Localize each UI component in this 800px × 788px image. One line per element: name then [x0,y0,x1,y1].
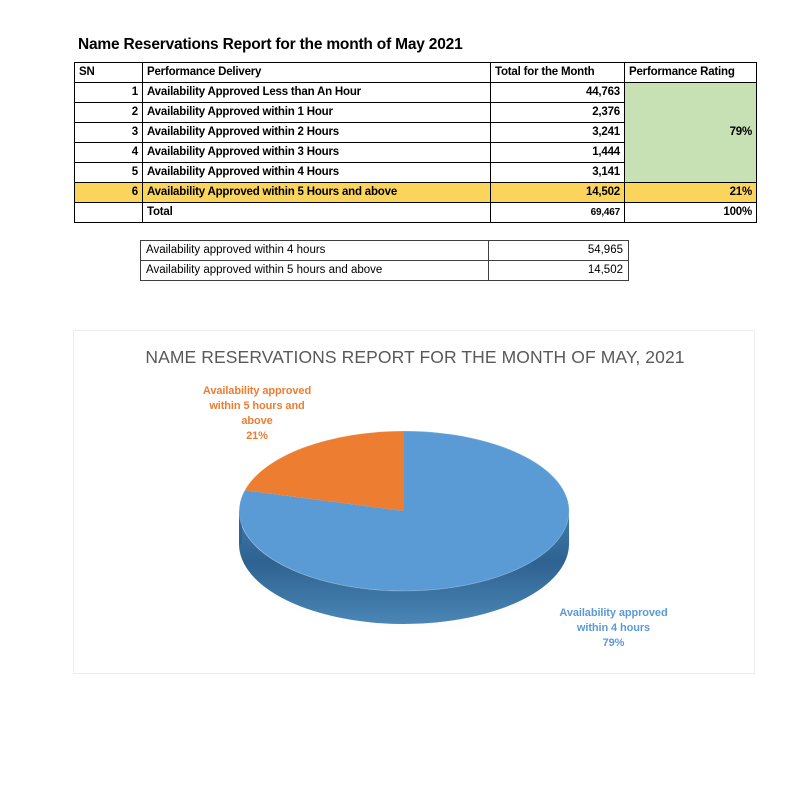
cell-sn: 6 [75,183,143,203]
cell-total: 2,376 [491,103,625,123]
cell-total: 1,444 [491,143,625,163]
cell-sn: 3 [75,123,143,143]
pie-label-blue-percent: 79% [602,637,625,649]
cell-rating: 100% [625,203,757,223]
cell-total: 44,763 [491,83,625,103]
cell-sn [75,203,143,223]
cell-total: 14,502 [491,183,625,203]
performance-report-table [74,62,757,223]
cell-total: 69,467 [491,203,625,223]
column-header-rating: Performance Rating [625,63,757,83]
summary-label: Availability approved within 4 hours [141,241,489,261]
cell-performance: Availability Approved within 4 Hours [143,163,491,183]
pie-chart-panel [73,330,755,674]
cell-sn: 1 [75,83,143,103]
pie-label-blue-line2: within 4 hours [576,622,651,634]
cell-total: 3,141 [491,163,625,183]
pie-label-blue-line1: Availability approved [559,607,668,619]
cell-sn: 4 [75,143,143,163]
cell-performance: Availability Approved within 2 Hours [143,123,491,143]
pie-label-orange-line2: within 5 hours and [209,400,305,412]
page-title: Name Reservations Report for the month of May 2021 [78,36,463,53]
summary-table [140,240,629,281]
table-header-row [75,63,757,83]
pie-label-orange-line3: above [241,415,273,427]
pie-label-orange [187,384,327,444]
summary-row [141,241,629,261]
cell-performance: Availability Approved Less than An Hour [143,83,491,103]
cell-performance: Availability Approved within 3 Hours [143,143,491,163]
column-header-performance: Performance Delivery [143,63,491,83]
summary-label: Availability approved within 5 hours and above [141,261,489,281]
cell-performance: Availability Approved within 5 Hours and above [143,183,491,203]
cell-sn: 5 [75,163,143,183]
cell-sn: 2 [75,103,143,123]
cell-total: 3,241 [491,123,625,143]
cell-rating-merged: 79% [625,83,757,183]
pie-label-blue [531,606,696,651]
table-row-highlighted [75,183,757,203]
chart-title: NAME RESERVATIONS REPORT FOR THE MONTH OF MAY, 2021 [145,347,685,367]
cell-rating: 21% [625,183,757,203]
summary-row [141,261,629,281]
column-header-total: Total for the Month [491,63,625,83]
summary-value: 54,965 [489,241,629,261]
table-row [75,83,757,103]
summary-value: 14,502 [489,261,629,281]
cell-performance: Total [143,203,491,223]
pie-label-orange-line1: Availability approved [202,385,312,397]
table-row-total [75,203,757,223]
pie-label-orange-percent: 21% [246,430,268,442]
column-header-sn: SN [75,63,143,83]
cell-performance: Availability Approved within 1 Hour [143,103,491,123]
